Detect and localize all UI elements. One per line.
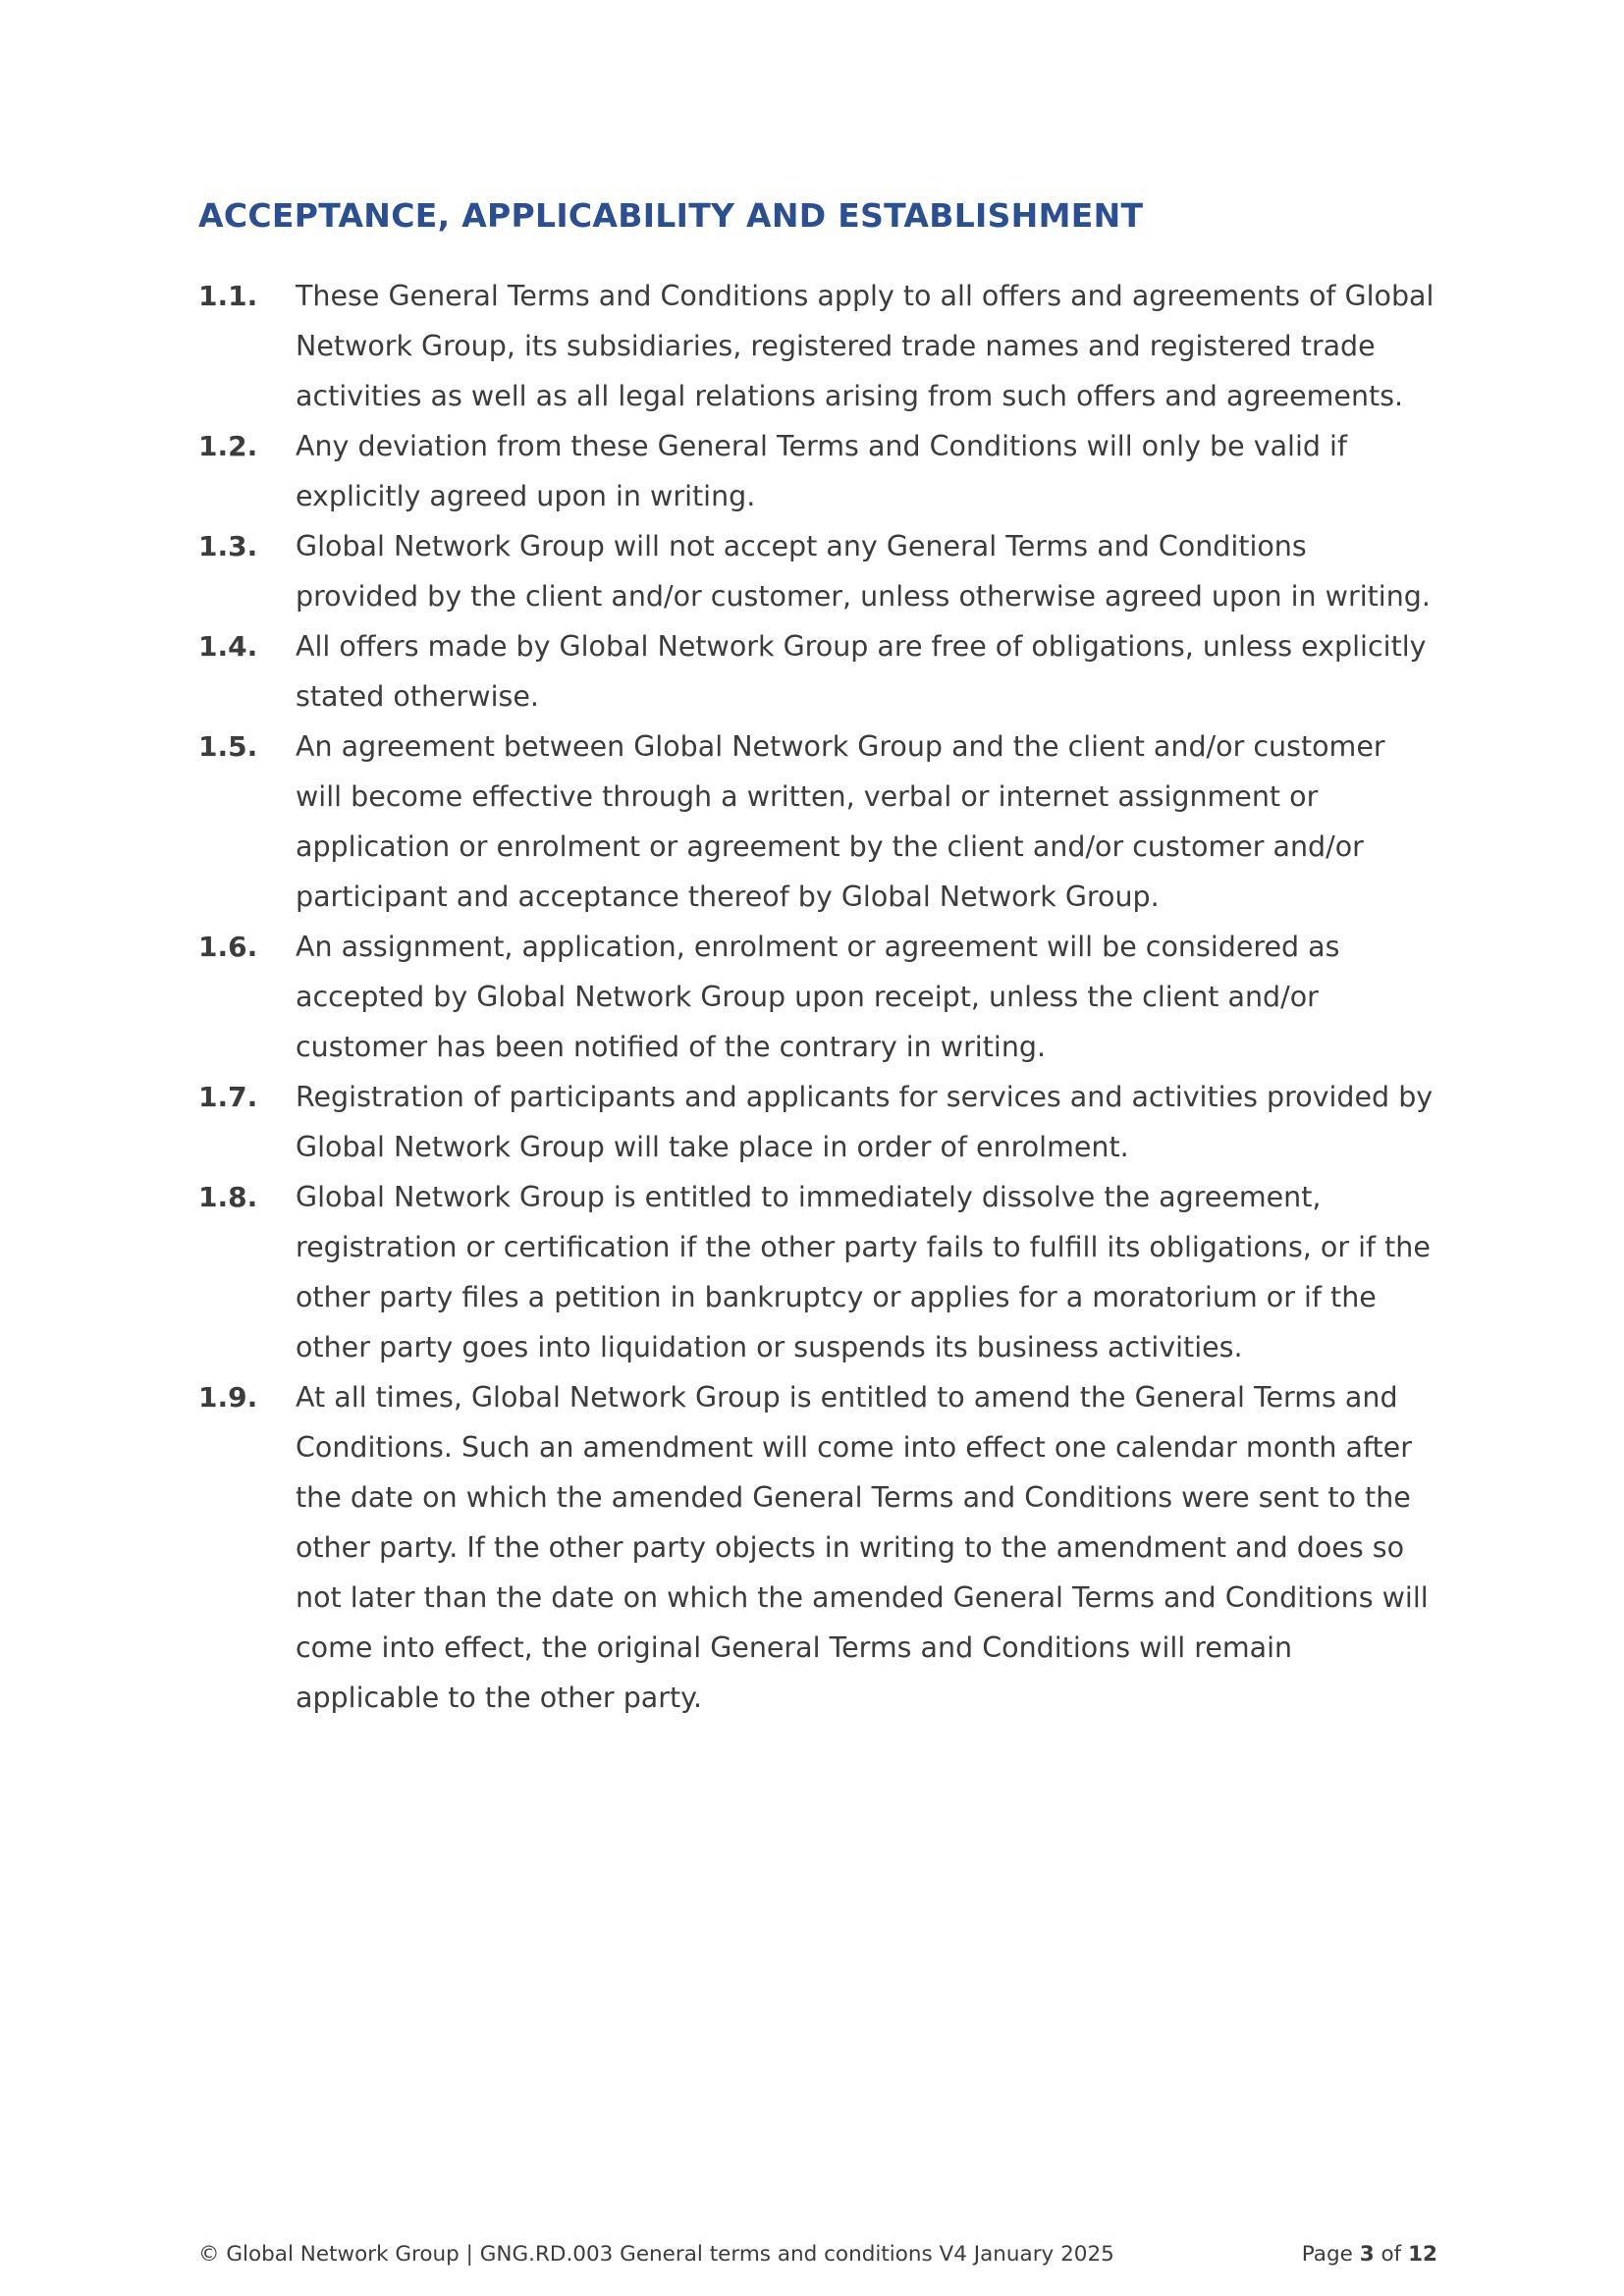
clause-number: 1.9. [198, 1381, 258, 1414]
clause-1-5 [198, 721, 1437, 922]
section-title: ACCEPTANCE, APPLICABILITY AND ESTABLISHMENT [198, 196, 1144, 235]
clause-text: Any deviation from these General Terms and Conditions will only be valid if explicitly agreed upon in writing. [296, 430, 1347, 512]
clause-1-6 [198, 922, 1437, 1072]
current-page-number: 3 [1359, 2242, 1375, 2267]
clause-1-3 [198, 521, 1437, 621]
clause-text: These General Terms and Conditions apply to all offers and agreements of Global Network Group, its subsidiaries, registered trade names and registered trade activities as well as all legal relations arising from such offers and agreements. [296, 280, 1435, 412]
clause-number: 1.7. [198, 1081, 258, 1113]
clause-text: All offers made by Global Network Group are free of obligations, unless explicitly stated otherwise. [296, 630, 1427, 713]
clause-number: 1.2. [198, 430, 258, 462]
clause-text: Global Network Group is entitled to immediately dissolve the agreement, registration or certification if the other party fails to fulfill its obligations, or if the other party files a petition in bankruptcy or applies for a moratorium or if the other party goes into liquidation or suspends its business activities. [296, 1181, 1431, 1363]
clause-text: An agreement between Global Network Group and the client and/or customer will become effective through a written, verbal or internet assignment or application or enrolment or agreement by the client and/or customer and/or participant and acceptance thereof by Global Network Group. [296, 730, 1385, 913]
footer-copyright: © Global Network Group | GNG.RD.003 General terms and conditions V4 January 2025 [198, 2242, 1114, 2267]
clause-1-9 [198, 1372, 1437, 1723]
clause-list [198, 271, 1437, 1723]
clause-number: 1.4. [198, 630, 258, 663]
clause-text: Registration of participants and applicants for services and activities provided by Global Network Group will take place in order of enrolment. [296, 1081, 1434, 1163]
of-label: of [1380, 2242, 1402, 2267]
page-footer [198, 2242, 1437, 2267]
clause-number: 1.3. [198, 530, 258, 562]
clause-number: 1.8. [198, 1181, 258, 1213]
clause-text: Global Network Group will not accept any General Terms and Conditions provided by the client and/or customer, unless otherwise agreed upon in writing. [296, 530, 1431, 613]
clause-text: An assignment, application, enrolment or agreement will be considered as accepted by Global Network Group upon receipt, unless the client and/or customer has been notified of the contrary in writing. [296, 931, 1340, 1063]
clause-number: 1.6. [198, 931, 258, 963]
clause-1-2 [198, 421, 1437, 521]
clause-1-8 [198, 1172, 1437, 1372]
clause-number: 1.5. [198, 730, 258, 763]
total-pages-number: 12 [1408, 2242, 1437, 2267]
page-label: Page [1301, 2242, 1353, 2267]
clause-1-7 [198, 1072, 1437, 1172]
clause-text: At all times, Global Network Group is entitled to amend the General Terms and Conditions. Such an amendment will come into effect one calendar month after the date on which the amended General Terms and Conditions were sent to the other party. If the other party objects in writing to the amendment and does so not later than the date on which the amended General Terms and Conditions will come into effect, the original General Terms and Conditions will remain applicable to the other party. [296, 1381, 1429, 1714]
clause-1-1 [198, 271, 1437, 421]
clause-1-4 [198, 621, 1437, 721]
clause-number: 1.1. [198, 280, 258, 312]
page-counter [1302, 2242, 1437, 2267]
